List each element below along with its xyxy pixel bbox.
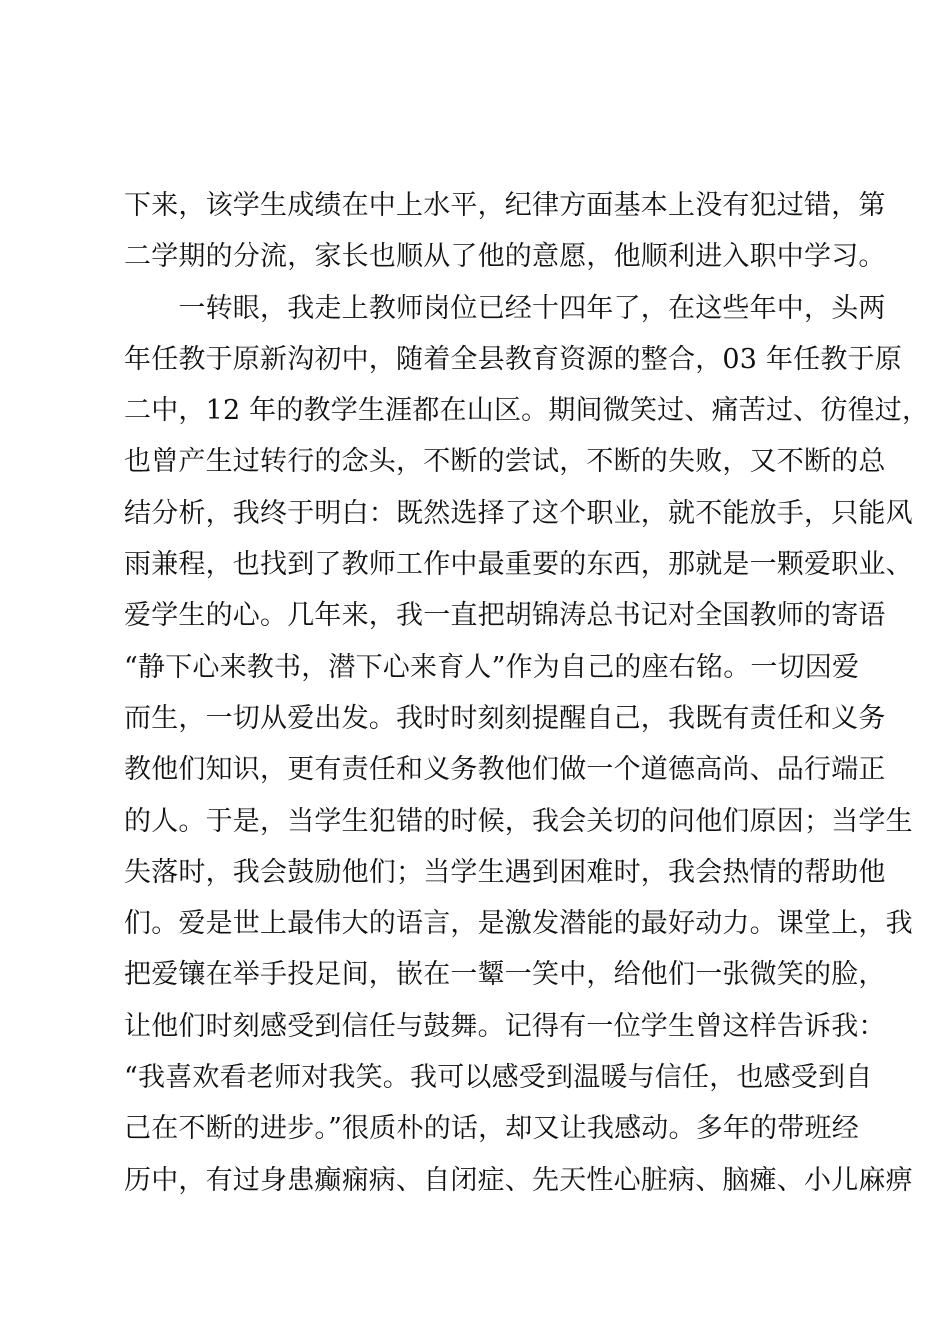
text-line-6: 也曾产生过转行的念头，不断的尝试，不断的失败，又不断的总 [124, 446, 886, 478]
text-line-12: 教他们知识，更有责任和义务教他们做一个道德高尚、品行端正 [124, 754, 886, 786]
text-line-11: 而生，一切从爱出发。我时时刻刻提醒自己，我既有责任和义务 [124, 702, 886, 734]
text-line-1: 下来，该学生成绩在中上水平，纪律方面基本上没有犯过错，第 [124, 190, 886, 221]
text-line-14: 失落时，我会鼓励他们；当学生遇到困难时，我会热情的帮助他 [124, 856, 886, 888]
text-line-19: 己在不断的进步。”很质朴的话，却又让我感动。多年的带班经 [124, 1113, 859, 1145]
body-text [124, 180, 930, 1206]
text-line-3: 一转眼，我走上教师岗位已经十四年了，在这些年中，头两 [124, 292, 886, 324]
text-line-7: 结分析，我终于明白：既然选择了这个职业，就不能放手，只能风 [124, 497, 913, 529]
text-line-2: 二学期的分流，家长也顺从了他的意愿，他顺利进入职中学习。 [124, 241, 886, 273]
text-line-15: 们。爱是世上最伟大的语言，是激发潜能的最好动力。课堂上，我 [124, 908, 913, 940]
text-line-10: “静下心来教书，潜下心来育人”作为自己的座右铭。一切因爱 [124, 651, 860, 683]
text-line-9: 爱学生的心。几年来，我一直把胡锦涛总书记对全国教师的寄语 [124, 600, 886, 632]
text-line-13: 的人。于是，当学生犯错的时候，我会关切的问他们原因；当学生 [124, 805, 913, 837]
text-line-20: 历中，有过身患癫痫病、自闭症、先天性心脏病、脑瘫、小儿麻痹 [124, 1164, 913, 1196]
text-line-16: 把爱镶在举手投足间，嵌在一颦一笑中，给他们一张微笑的脸， [124, 959, 886, 991]
text-line-17: 让他们时刻感受到信任与鼓舞。记得有一位学生曾这样告诉我： [124, 1010, 886, 1042]
text-line-5: 二中，12 年的教学生涯都在山区。期间微笑过、痛苦过、彷徨过， [124, 395, 930, 427]
text-line-18: “我喜欢看老师对我笑。我可以感受到温暖与信任，也感受到自 [124, 1062, 873, 1094]
text-line-4: 年任教于原新沟初中，随着全县教育资源的整合，03 年任教于原 [124, 343, 902, 375]
text-line-8: 雨兼程，也找到了教师工作中最重要的东西，那就是一颗爱职业、 [124, 549, 913, 581]
